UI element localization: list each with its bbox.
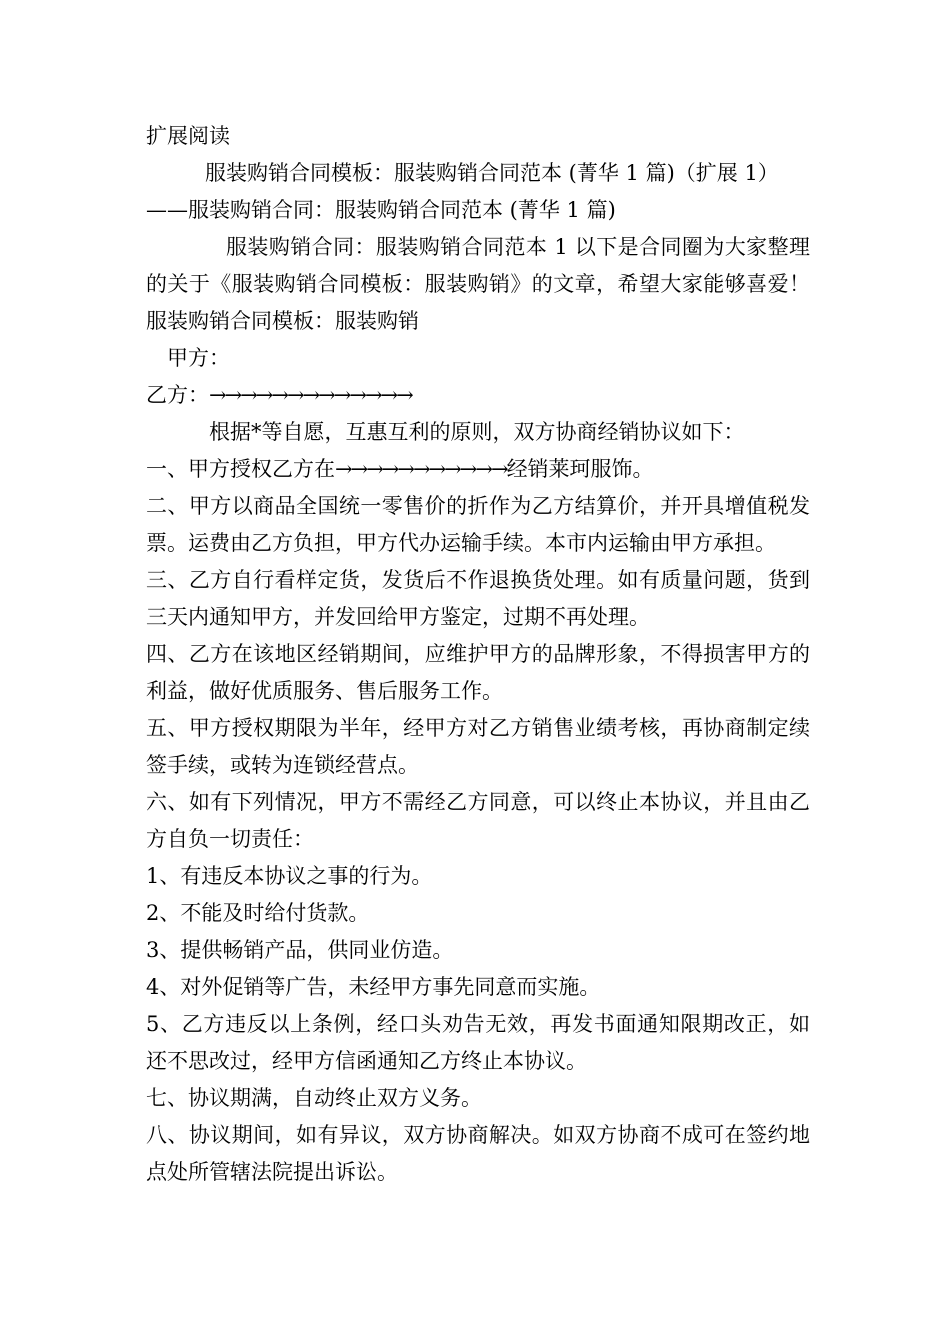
basis-paragraph: 根据*等自愿，互惠互利的原则，双方协商经销协议如下： [209,420,745,444]
clause-1-suffix: 经销莱珂服饰。 [506,457,654,481]
clause-6-item-1: 1、有违反本协议之事的行为。 [146,864,433,888]
clause-3: 三、乙方自行看样定货，发货后不作退换货处理。如有质量问题，货到三天内通知甲方，并发回给甲方鉴定，过期不再处理。 [146,568,810,629]
clause-6-item-3: 3、提供畅销产品，供同业仿造。 [146,938,454,962]
clause-6: 六、如有下列情况，甲方不需经乙方同意，可以终止本协议，并且由乙方自负一切责任： [146,790,810,851]
clause-6-item-5: 5、乙方违反以上条例，经口头劝告无效，再发书面通知限期改正，如还不思改过，经甲方信函通知乙方终止本协议。 [146,1012,810,1073]
clause-6-item-2: 2、不能及时给付货款。 [146,901,370,925]
party-a-line [146,340,810,377]
intro-paragraph: 服装购销合同：服装购销合同范本 1 以下是合同圈为大家整理的关于《服装购销合同模板：服装购销》的文章，希望大家能够喜爱！服装购销合同模板：服装购销 [146,235,810,333]
party-b-label: 乙方： [146,383,209,407]
clause-7: 七、协议期满，自动终止双方义务。 [146,1086,482,1110]
article-title-line1: 服装购销合同模板：服装购销合同范本 (菁华 1 篇)（扩展 1） [205,161,779,185]
party-b-blank: →→→→→→→→→→→→→ [209,383,412,407]
article-title-line2: ——服装购销合同：服装购销合同范本 (菁华 1 篇) [146,198,616,222]
party-a-label: 甲方： [167,346,230,370]
party-b-line [146,377,810,414]
clause-1 [146,451,810,488]
clause-5: 五、甲方授权期限为半年，经甲方对乙方销售业绩考核，再协商制定续签手续，或转为连锁经营点。 [146,716,810,777]
document-body [146,118,810,1191]
clause-6-item-4: 4、对外促销等广告，未经甲方事先同意而实施。 [146,975,601,999]
clause-4: 四、乙方在该地区经销期间，应维护甲方的品牌形象，不得损害甲方的利益，做好优质服务、售后服务工作。 [146,642,810,703]
clause-1-prefix: 一、甲方授权乙方在 [146,457,335,481]
clause-8: 八、协议期间，如有异议，双方协商解决。如双方协商不成可在签约地点处所管辖法院提出诉讼。 [146,1123,810,1184]
clause-2: 二、甲方以商品全国统一零售价的折作为乙方结算价，并开具增值税发票。运费由乙方负担，甲方代办运输手续。本市内运输由甲方承担。 [146,494,810,555]
section-heading: 扩展阅读 [146,124,230,148]
clause-1-blank: →→→→→→→→→→→ [335,457,507,481]
